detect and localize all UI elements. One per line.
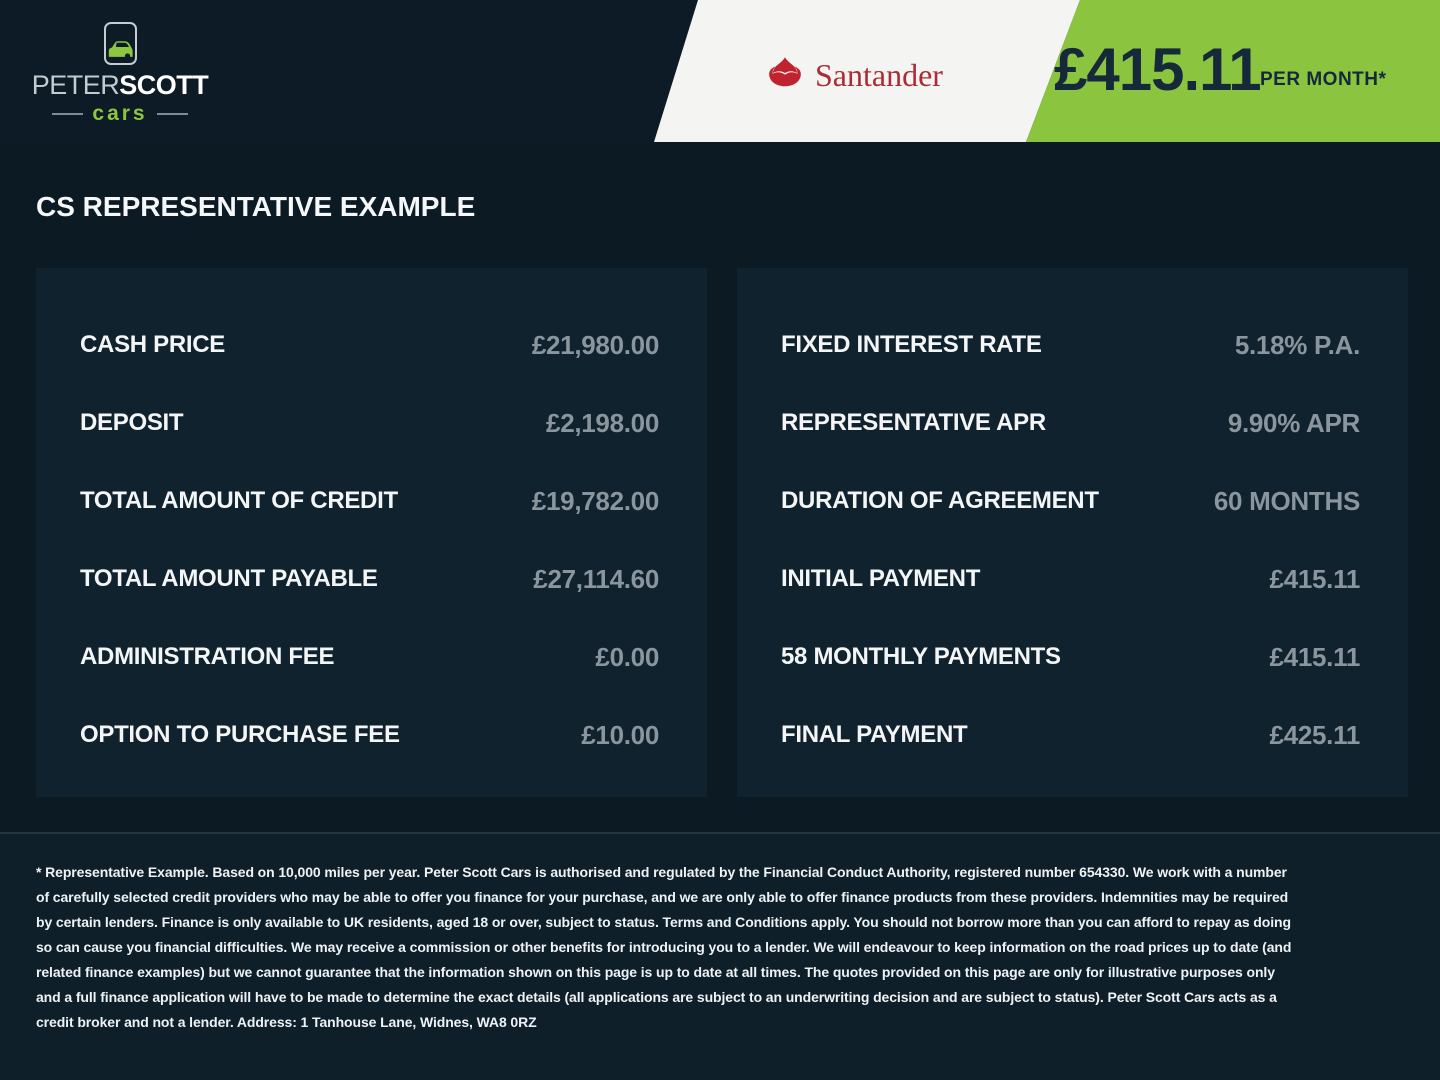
divider-line-left: [52, 113, 83, 115]
finance-row-duration: [781, 462, 1360, 540]
finance-label: TOTAL AMOUNT PAYABLE: [80, 565, 378, 592]
finance-value: 60 MONTHS: [1213, 485, 1360, 516]
dealer-name-cars: cars: [92, 102, 148, 125]
finance-label: CASH PRICE: [80, 331, 226, 358]
footer-band: [0, 832, 1440, 1080]
finance-row-total-credit: [80, 462, 659, 540]
finance-row-apr: [781, 384, 1360, 462]
finance-label: FIXED INTEREST RATE: [781, 331, 1042, 358]
finance-value: £27,114.60: [533, 563, 659, 594]
disclaimer-text: * Representative Example. Based on 10,000 miles per year. Peter Scott Cars is authorised and regulated by the Financial Conduct Authority, registered number 654330. We work with a number of carefully selected credit providers who may be able to offer you finance for your purchase, and we are only able to offer finance products from these providers. Indemnities may be required by certain lenders. Finance is only available to UK residents, aged 18 or over, subject to status. Terms and Conditions apply. You should not borrow more than you can afford to repay as doing so can cause you financial difficulties. We may receive a commission or other benefits for introducing you to a lender. We will endeavour to keep information on the road prices up to date (and related finance examples) but we cannot guarantee that the information shown on this page is up to date at all times. The quotes provided on this page are only for illustrative purposes only and a full finance application will have to be made to determine the exact details (all applications are subject to an underwriting decision and are subject to status). Peter Scott Cars acts as a credit broker and not a lender. Address: 1 Tanhouse Lane, Widnes, WA8 0RZ: [36, 864, 1292, 1030]
finance-value: 9.90% APR: [1227, 407, 1360, 438]
car-icon: [104, 22, 137, 65]
finance-label: DURATION OF AGREEMENT: [781, 487, 1099, 514]
finance-row-total-payable: [80, 540, 659, 618]
dealer-name: [32, 72, 209, 99]
finance-label: REPRESENTATIVE APR: [781, 409, 1046, 436]
finance-row-option-fee: [80, 696, 659, 774]
finance-row-deposit: [80, 384, 659, 462]
finance-value: £10.00: [581, 719, 659, 750]
finance-panel-right: [737, 268, 1408, 797]
finance-row-initial-payment: [781, 540, 1360, 618]
dealer-name-scott: SCOTT: [119, 70, 209, 100]
finance-value: £19,782.00: [531, 485, 659, 516]
dealer-name-peter: PETER: [31, 70, 120, 100]
divider-line-right: [157, 113, 188, 115]
finance-value: £2,198.00: [546, 407, 659, 438]
finance-value: £425.11: [1269, 719, 1360, 750]
finance-label: OPTION TO PURCHASE FEE: [80, 721, 400, 748]
dealer-logo: [31, 22, 209, 125]
monthly-price-suffix: PER MONTH*: [1260, 69, 1387, 90]
dealer-name-sub-row: [52, 103, 187, 124]
finance-value: £415.11: [1269, 563, 1360, 594]
finance-label: FINAL PAYMENT: [781, 721, 968, 748]
monthly-price: £415.11: [1054, 36, 1261, 103]
finance-row-interest-rate: [781, 306, 1360, 384]
finance-label: DEPOSIT: [80, 409, 184, 436]
santander-flame-icon: [766, 56, 804, 93]
lender-logo: [766, 56, 943, 93]
finance-value: £0.00: [595, 641, 659, 672]
finance-row-admin-fee: [80, 618, 659, 696]
finance-label: ADMINISTRATION FEE: [80, 643, 335, 670]
finance-row-final-payment: [781, 696, 1360, 774]
finance-value: £415.11: [1269, 641, 1360, 672]
finance-row-monthly-payments: [781, 618, 1360, 696]
finance-panel-left: [36, 268, 707, 797]
finance-label: 58 MONTHLY PAYMENTS: [781, 643, 1061, 670]
lender-name: Santander: [815, 56, 943, 93]
finance-value: £21,980.00: [531, 329, 659, 360]
finance-label: INITIAL PAYMENT: [781, 565, 981, 592]
page-title: CS REPRESENTATIVE EXAMPLE: [36, 191, 476, 222]
header-band: [0, 0, 1440, 142]
finance-value: 5.18% P.A.: [1234, 329, 1360, 360]
finance-row-cash-price: [80, 306, 659, 384]
finance-label: TOTAL AMOUNT OF CREDIT: [80, 487, 398, 514]
